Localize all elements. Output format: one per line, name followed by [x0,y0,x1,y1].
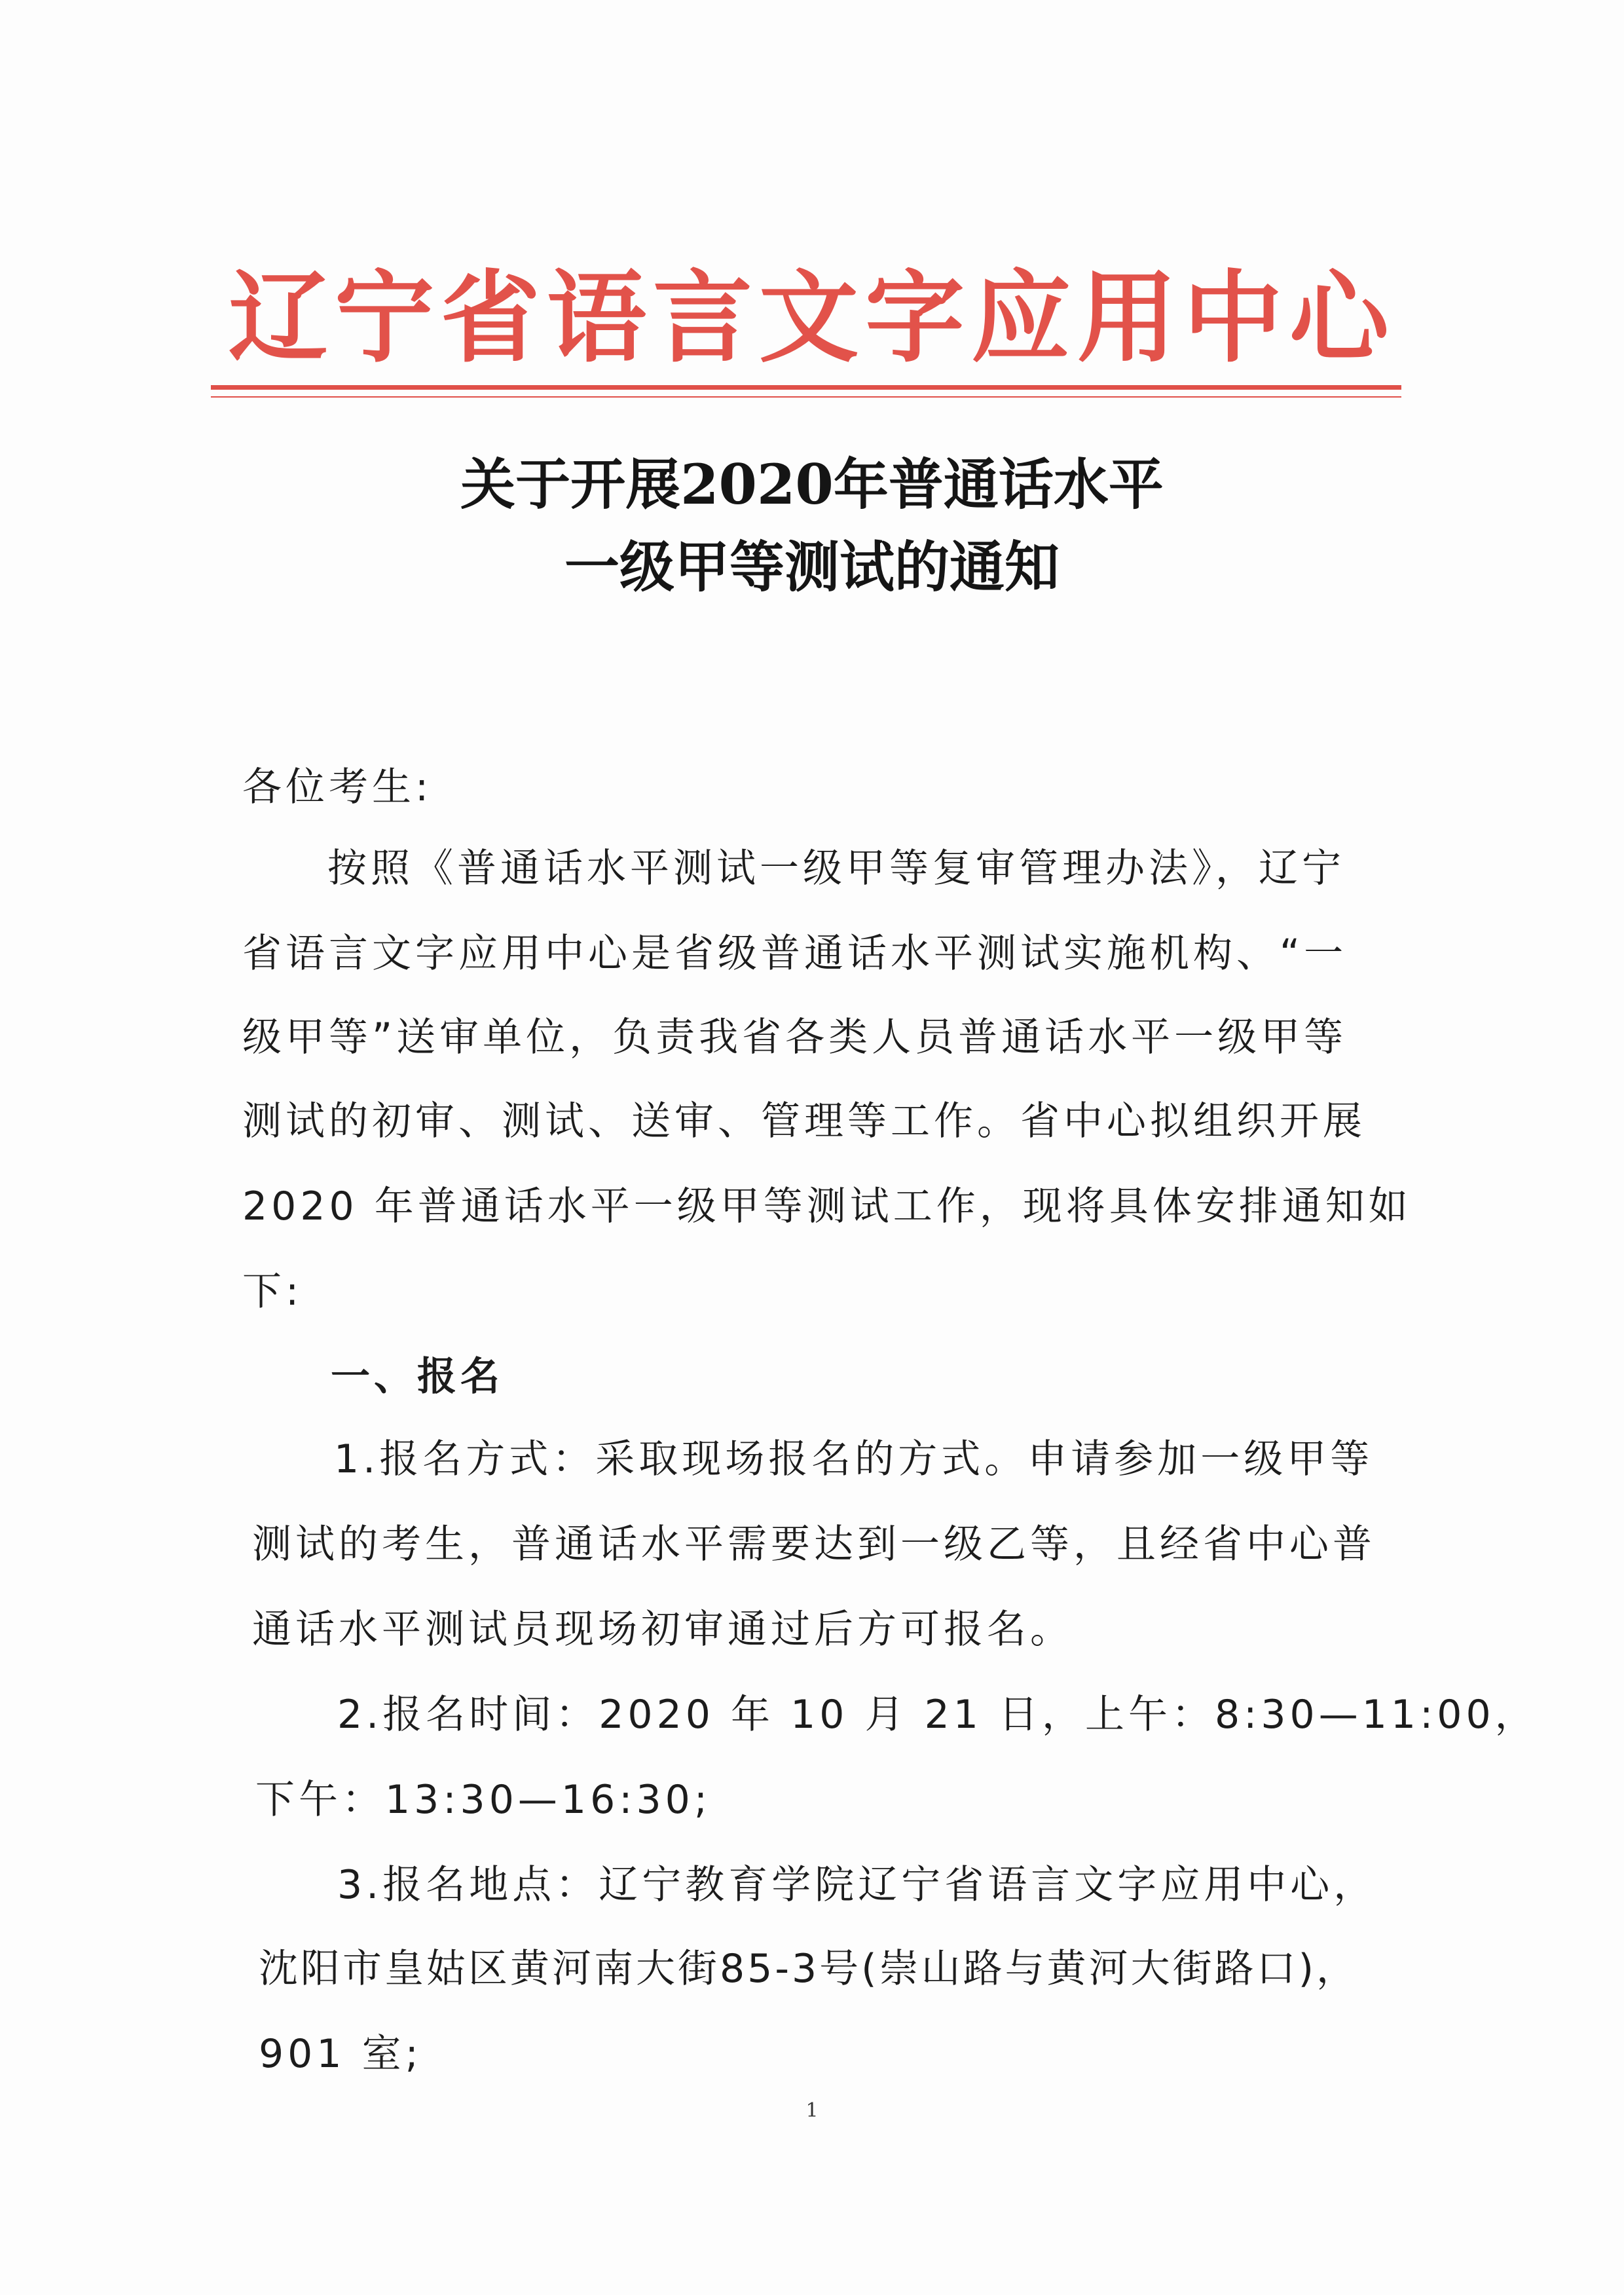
paragraph-1-line-6: 下: [242,1269,303,1315]
item-3-line-1: 3.报名地点：辽宁教育学院辽宁省语言文字应用中心， [337,1862,1377,1908]
letterhead-rule-thick [211,385,1401,390]
item-1-line-2: 测试的考生，普通话水平需要达到一级乙等，且经省中心普 [252,1521,1376,1567]
paragraph-1-line-5: 2020 年普通话水平一级甲等测试工作，现将具体安排通知如 [242,1184,1412,1229]
page-number: 1 [805,2099,819,2122]
salutation: 各位考生: [242,764,433,810]
item-1-line-1: 1.报名方式：采取现场报名的方式。申请参加一级甲等 [334,1436,1374,1482]
notice-title-line-1: 关于开展2020年普通话水平 [460,452,1164,517]
item-2-line-1: 2.报名时间：2020 年 10 月 21 日，上午：8:30—11:00， [337,1692,1538,1738]
item-3-line-2: 沈阳市皇姑区黄河南大街85-3号(崇山路与黄河大街路口)， [259,1946,1358,1992]
paragraph-1-line-4: 测试的初审、测试、送审、管理等工作。省中心拟组织开展 [242,1098,1366,1144]
paragraph-1-line-3: 级甲等”送审单位，负责我省各类人员普通话水平一级甲等 [242,1015,1348,1060]
letterhead-rule-thin [211,396,1401,398]
notice-title-line-2: 一级甲等测试的通知 [564,534,1060,599]
paragraph-1-line-1: 按照《普通话水平测试一级甲等复审管理办法》，辽宁 [327,846,1345,891]
paragraph-1-line-2: 省语言文字应用中心是省级普通话水平测试实施机构、“一 [242,931,1348,977]
item-3-line-3: 901 室; [259,2031,422,2077]
letterhead-title: 辽宁省语言文字应用中心 [229,259,1395,376]
section-1-heading: 一、报名 [331,1354,504,1400]
item-2-line-2: 下午：13:30—16:30; [255,1777,712,1823]
item-1-line-3: 通话水平测试员现场初审通过后方可报名。 [252,1607,1073,1652]
